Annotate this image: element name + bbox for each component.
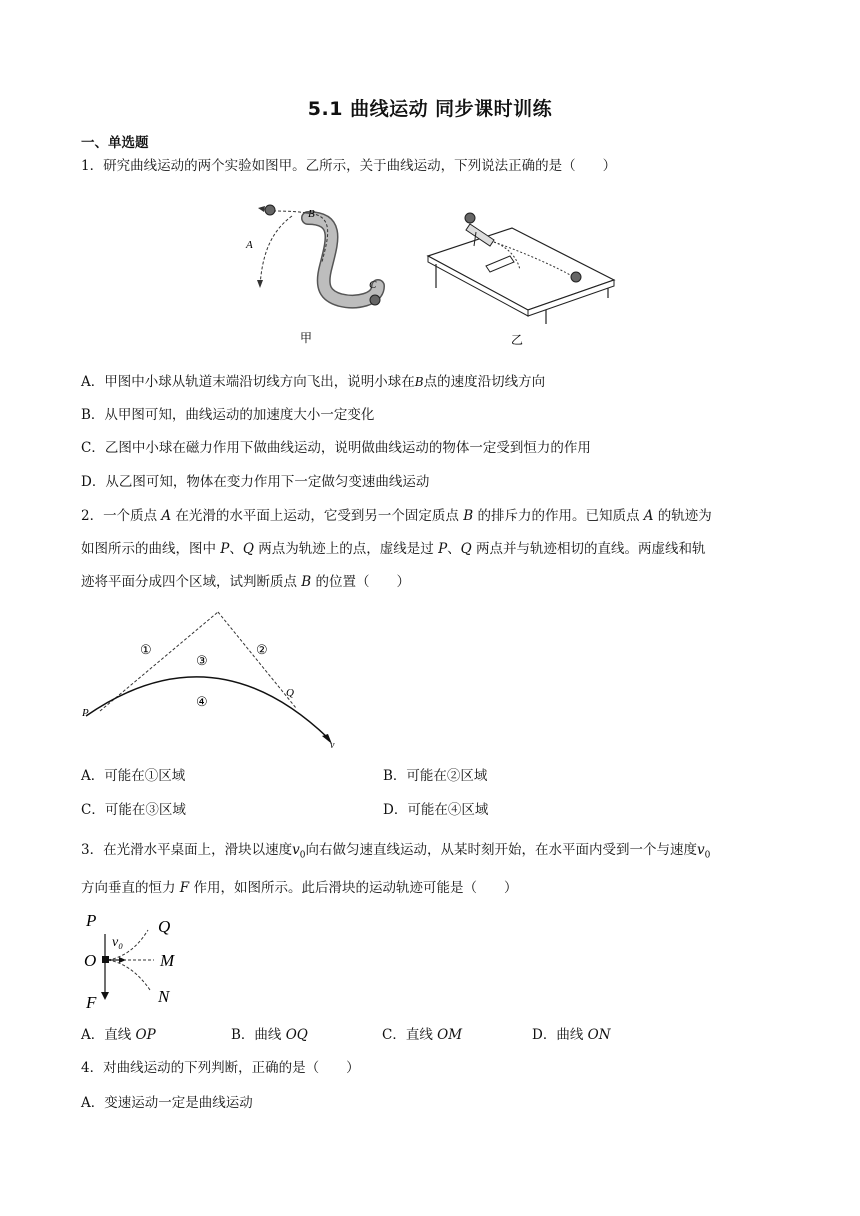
region-1: ① — [140, 642, 152, 657]
q2-option-d: D．可能在④区域 — [383, 802, 489, 818]
label-P: P — [86, 911, 97, 930]
stem-var: Q — [460, 541, 472, 557]
q2-stem-line-3 — [81, 572, 410, 592]
option-text: C．直线 — [382, 1027, 438, 1043]
option-text: D．曲线 — [532, 1027, 588, 1043]
q2-stem-line-1 — [81, 506, 712, 526]
q1-figure-jia — [240, 196, 400, 352]
q2-stem-line-2 — [81, 539, 706, 559]
stem-var: P — [438, 541, 448, 557]
track-outline — [308, 218, 378, 301]
stem-var: A — [161, 508, 172, 524]
q3-option-a — [81, 1025, 156, 1045]
label-C: C — [369, 279, 377, 291]
option-var: B — [414, 375, 424, 389]
stem-text: 、 — [229, 541, 243, 557]
stem-text: 向右做匀速直线运动，从某时刻开始，在水平面内受到一个与速度 — [305, 842, 697, 858]
option-text: A．直线 — [81, 1027, 136, 1043]
q3-option-b — [231, 1025, 308, 1045]
ball — [465, 213, 475, 223]
q1-option-c: C．乙图中小球在磁力作用下做曲线运动，说明做曲线运动的物体一定受到恒力的作用 — [81, 440, 591, 456]
stem-text: 、 — [447, 541, 461, 557]
option-text: A．甲图中小球从轨道末端沿切线方向飞出，说明小球在 — [81, 374, 415, 390]
stem-text: 在光滑的水平面上运动，它受到另一个固定质点 — [171, 508, 464, 524]
option-var: OM — [437, 1027, 463, 1043]
option-text: B．曲线 — [231, 1027, 286, 1043]
force-arrowhead — [101, 992, 109, 1000]
q2-option-a: A．可能在①区域 — [81, 768, 186, 784]
label-N: N — [158, 987, 170, 1006]
q2-figure — [78, 608, 348, 750]
tangent-line-q — [218, 612, 296, 708]
label-v0: v₀ — [112, 935, 124, 950]
velocity-arrowhead — [119, 957, 126, 963]
stem-text: 如图所示的曲线，图中 — [81, 541, 221, 557]
q3-figure — [82, 908, 192, 1012]
page-title: 5.1 曲线运动 同步课时训练 — [307, 98, 553, 120]
label-A: A — [246, 239, 253, 251]
q3-stem-line-2 — [81, 878, 517, 898]
caption-yi: 乙 — [511, 333, 524, 347]
table-top — [428, 228, 614, 310]
slider-block — [102, 956, 109, 963]
region-4: ④ — [196, 694, 208, 709]
label-Q: Q — [158, 917, 171, 936]
q1-stem: 1．研究曲线运动的两个实验如图甲。乙所示，关于曲线运动，下列说法正确的是（ ） — [81, 158, 617, 174]
label-O: O — [84, 951, 97, 970]
q1-option-d: D．从乙图可知，物体在变力作用下一定做匀变速曲线运动 — [81, 474, 430, 490]
stem-text: 方向垂直的恒力 — [81, 880, 180, 896]
ball — [265, 205, 275, 215]
point-P: P — [82, 707, 89, 719]
stem-var: B — [463, 508, 474, 524]
q1-figure-yi — [418, 204, 628, 352]
q3-option-c — [382, 1025, 462, 1045]
label-M: M — [160, 951, 175, 970]
stem-var: B — [301, 574, 312, 590]
stem-subscript: 0 — [299, 850, 306, 861]
stem-text: 2．一个质点 — [81, 508, 162, 524]
stem-var: v — [696, 842, 705, 858]
stem-var: v — [292, 842, 300, 858]
q1-option-b: B．从甲图可知，曲线运动的加速度大小一定变化 — [81, 407, 375, 423]
caption-jia: 甲 — [300, 331, 313, 345]
ball — [571, 272, 581, 282]
stem-text: 3．在光滑水平桌面上，滑块以速度 — [81, 842, 293, 858]
stem-var: F — [179, 880, 190, 896]
stem-var: P — [220, 541, 230, 557]
q4-option-a: A．变速运动一定是曲线运动 — [81, 1095, 253, 1111]
option-var: ON — [587, 1027, 611, 1043]
option-text: 点的速度沿切线方向 — [423, 374, 546, 390]
section-heading: 一、单选题 — [81, 135, 149, 151]
region-2: ② — [256, 642, 268, 657]
point-Q: Q — [286, 687, 294, 699]
stem-text: 的位置（ ） — [311, 574, 411, 590]
stem-var: A — [643, 508, 654, 524]
stem-text: 作用，如图所示。此后滑块的运动轨迹可能是（ ） — [189, 880, 518, 896]
stem-text: 迹将平面分成四个区域，试判断质点 — [81, 574, 302, 590]
q1-option-a — [81, 372, 545, 392]
arc-A — [260, 216, 292, 286]
ball — [370, 295, 380, 305]
region-3: ③ — [196, 653, 208, 668]
label-v: v — [330, 740, 335, 750]
q3-option-d — [532, 1025, 611, 1045]
stem-text: 的排斥力的作用。已知质点 — [473, 508, 644, 524]
stem-text: 两点为轨迹上的点，虚线是过 — [253, 541, 439, 557]
stem-subscript: 0 — [704, 850, 711, 861]
stem-text: 的轨迹为 — [653, 508, 712, 524]
arrowhead — [258, 206, 265, 212]
label-B: B — [308, 208, 315, 220]
label-F: F — [86, 993, 97, 1012]
arrowhead — [257, 280, 263, 288]
option-var: OP — [135, 1027, 156, 1043]
q4-stem: 4．对曲线运动的下列判断，正确的是（ ） — [81, 1060, 360, 1076]
q2-option-c: C．可能在③区域 — [81, 802, 186, 818]
curve-ON — [108, 960, 150, 990]
stem-var: Q — [242, 541, 254, 557]
stem-text: 两点并与轨迹相切的直线。两虚线和轨 — [471, 541, 706, 557]
option-var: OQ — [285, 1027, 308, 1043]
q3-stem-line-1 — [81, 840, 710, 866]
q2-option-b: B．可能在②区域 — [383, 768, 488, 784]
